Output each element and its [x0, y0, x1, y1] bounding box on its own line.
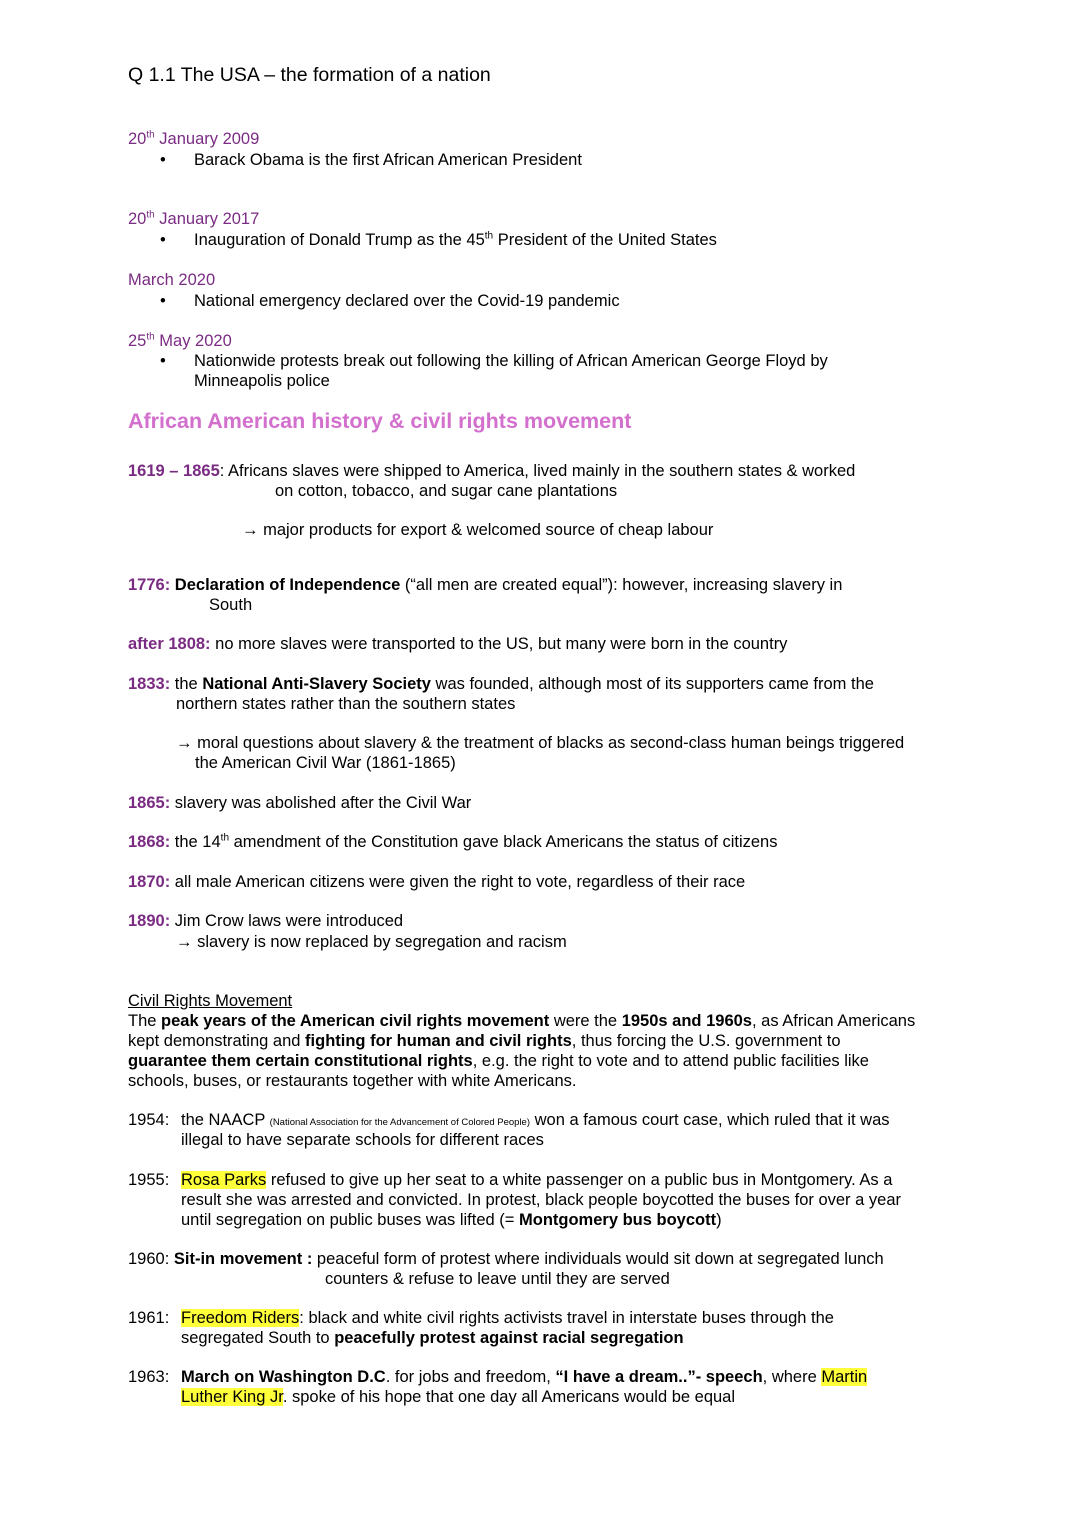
- history-1808: after 1808: no more slaves were transported to the US, but many were born in the country: [128, 635, 788, 653]
- civil-1961: Freedom Riders: black and white civil rights activists travel in interstate buses through the: [181, 1309, 834, 1327]
- civil-1961-cont: segregated South to peacefully protest against racial segregation: [181, 1329, 684, 1347]
- history-1833-arrow-cont: the American Civil War (1861-1865): [195, 754, 456, 772]
- history-1870: 1870: all male American citizens were given the right to vote, regardless of their race: [128, 873, 746, 891]
- civil-rights-subheading: Civil Rights Movement: [128, 992, 293, 1010]
- page-title: Q 1.1 The USA – the formation of a nation: [128, 64, 491, 86]
- highlight-mlk-cont: Luther King Jr: [181, 1388, 283, 1406]
- history-1833: 1833: the National Anti-Slavery Society was founded, although most of its supporters came from the: [128, 675, 874, 693]
- section-heading: African American history & civil rights movement: [128, 409, 632, 433]
- timeline-item-may-2020: Nationwide protests break out following the killing of African American George Floyd by: [194, 352, 828, 370]
- history-1890-arrow: → slavery is now replaced by segregation and racism: [176, 933, 567, 951]
- civil-1955-cont2: until segregation on public buses was lifted (= Montgomery bus boycott): [181, 1211, 722, 1229]
- history-1619-arrow: → major products for export & welcomed source of cheap labour: [242, 521, 714, 539]
- timeline-item-2017: Inauguration of Donald Trump as the 45th President of the United States: [194, 230, 717, 249]
- bullet-icon: •: [160, 352, 166, 370]
- highlight-freedom-riders: Freedom Riders: [181, 1309, 300, 1327]
- civil-1963: March on Washington D.C. for jobs and freedom, “I have a dream..”- speech, where Martin: [181, 1368, 868, 1386]
- date-2017: 20th January 2017: [128, 209, 260, 228]
- history-1833-cont: northern states rather than the southern states: [176, 695, 516, 713]
- civil-1954-cont: illegal to have separate schools for different races: [181, 1131, 544, 1149]
- civil-intro-line4: schools, buses, or restaurants together with white Americans.: [128, 1072, 577, 1090]
- date-may-2020: 25th May 2020: [128, 331, 232, 350]
- civil-intro-line2: kept demonstrating and fighting for human and civil rights, thus forcing the U.S. government to: [128, 1032, 841, 1050]
- history-1833-arrow: → moral questions about slavery & the treatment of blacks as second-class human beings triggered: [176, 734, 905, 752]
- history-1868: 1868: the 14th amendment of the Constitution gave black Americans the status of citizens: [128, 832, 778, 851]
- civil-1963-cont: Luther King Jr. spoke of his hope that one day all Americans would be equal: [181, 1388, 736, 1406]
- civil-1960-cont: counters & refuse to leave until they are served: [325, 1270, 670, 1288]
- civil-1960: 1960: Sit-in movement : peaceful form of protest where individuals would sit down at segregated lunch: [128, 1250, 884, 1268]
- history-1890: 1890: Jim Crow laws were introduced: [128, 912, 404, 930]
- civil-year-1963: 1963:: [128, 1368, 170, 1386]
- civil-intro-line1: The peak years of the American civil rights movement were the 1950s and 1960s, as African Americans: [128, 1012, 916, 1030]
- bullet-icon: •: [160, 151, 166, 169]
- history-1776: 1776: Declaration of Independence (“all men are created equal”): however, increasing slavery in: [128, 576, 843, 594]
- history-1865: 1865: slavery was abolished after the Civil War: [128, 794, 472, 812]
- highlight-mlk: Martin: [821, 1368, 868, 1386]
- bullet-icon: •: [160, 231, 166, 249]
- civil-1955-cont: result she was arrested and convicted. In protest, black people boycotted the buses for over a year: [181, 1191, 901, 1209]
- highlight-rosa-parks: Rosa Parks: [181, 1171, 267, 1189]
- civil-1955: Rosa Parks refused to give up her seat to a white passenger on a public bus in Montgomery. As a: [181, 1171, 893, 1189]
- bullet-icon: •: [160, 292, 166, 310]
- history-1619-cont: on cotton, tobacco, and sugar cane plantations: [275, 482, 618, 500]
- civil-year-1961: 1961:: [128, 1309, 170, 1327]
- date-2009: 20th January 2009: [128, 129, 260, 148]
- civil-intro-line3: guarantee them certain constitutional rights, e.g. the right to vote and to attend public facilities like: [128, 1052, 869, 1070]
- timeline-item-may-2020-cont: Minneapolis police: [194, 372, 330, 390]
- history-1776-cont: South: [209, 596, 253, 614]
- civil-1954: the NAACP (National Association for the Advancement of Colored People) won a famous court case, which ruled that it was: [181, 1111, 890, 1129]
- civil-year-1954: 1954:: [128, 1111, 170, 1129]
- timeline-item-march-2020: National emergency declared over the Covid-19 pandemic: [194, 292, 620, 310]
- history-1619: 1619 – 1865: Africans slaves were shipped to America, lived mainly in the southern states & worked: [128, 462, 856, 480]
- timeline-item-2009: Barack Obama is the first African American President: [194, 151, 582, 169]
- civil-year-1955: 1955:: [128, 1171, 170, 1189]
- date-march-2020: March 2020: [128, 271, 216, 289]
